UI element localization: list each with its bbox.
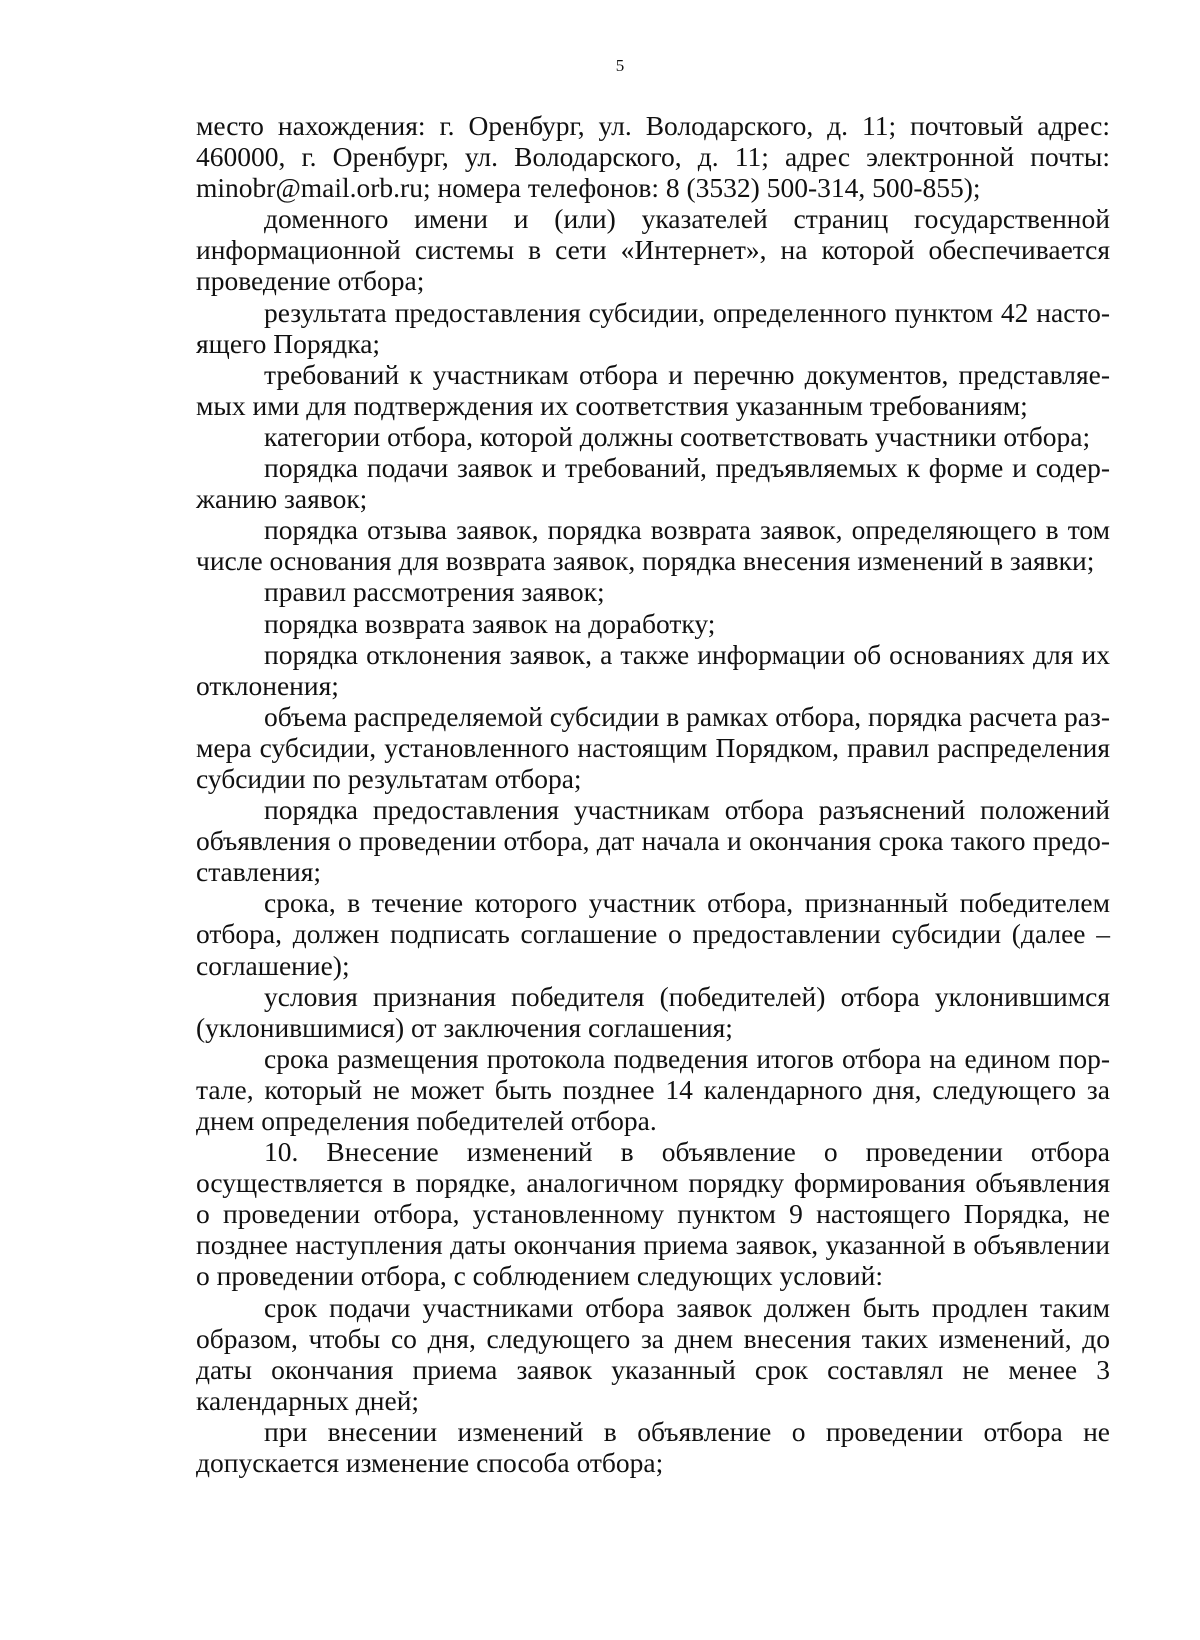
paragraph: место нахождения: г. Оренбург, ул. Володарского, д. 11; почтовый адрес: 460000, г. Оренбург, ул. Володарского, д. 11; адрес электронной почты: minobr@mail.orb.ru; номера телефонов: 8 (3532) 500-314, 500-855); bbox=[196, 110, 1110, 204]
paragraph: правил рассмотрения заявок; bbox=[264, 576, 605, 608]
paragraph: порядка отзыва заявок, порядка возврата заявок, определяющего в том числе основания для возврата заявок, порядка внесения изменений в заявки; bbox=[196, 514, 1110, 577]
paragraph: объема распределяемой субсидии в рамках отбора, порядка расчета размера субсидии, установленного настоящим Порядком, правил распределения субсидии по результатам отбора; bbox=[196, 700, 1111, 794]
paragraph: условия признания победителя (победителей) отбора уклонившимся (уклонившимися) от заключения соглашения; bbox=[196, 980, 1110, 1043]
paragraph: при внесении изменений в объявление о проведении отбора не допускается изменение способа отбора; bbox=[196, 1415, 1110, 1479]
paragraph: срока размещения протокола подведения итогов отбора на едином портале, который не может быть позднее 14 календарного дня, следующего за днем определения победителей отбора. bbox=[196, 1042, 1110, 1136]
paragraph: категории отбора, которой должны соответствовать участники отбора; bbox=[264, 420, 1091, 452]
paragraph: порядка возврата заявок на доработку; bbox=[264, 607, 716, 639]
paragraph: 10. Внесение изменений в объявление о проведении отбора осуществляется в порядке, аналогичном порядку формирования объявления о проведении отбора, установленному пунктом 9 настоящего Порядка, не позднее наступления даты окончания приема заявок, указанной в объявлении о проведении отбора, с соблюдением следующих условий: bbox=[196, 1136, 1110, 1292]
paragraph: порядка отклонения заявок, а также информации об основаниях для их отклонения; bbox=[196, 638, 1110, 701]
paragraph: результата предоставления субсидии, определенного пунктом 42 настоящего Порядка; bbox=[196, 296, 1110, 359]
document-body bbox=[196, 110, 1110, 1478]
paragraph: требований к участникам отбора и перечню документов, представляемых ими для подтверждения их соответствия указанным требованиям; bbox=[196, 358, 1110, 421]
paragraph: доменного имени и (или) указателей страниц государственной информационной системы в сети «Интернет», на которой обеспечивается проведение отбора; bbox=[196, 203, 1110, 297]
page-number: 5 bbox=[615, 56, 625, 75]
paragraph: порядка подачи заявок и требований, предъявляемых к форме и содержанию заявок; bbox=[196, 452, 1110, 515]
paragraph: срок подачи участниками отбора заявок должен быть продлен таким образом, чтобы со дня, следующего за днем внесения таких изменений, до даты окончания приема заявок указанный срок составлял не менее 3 календарных дней; bbox=[196, 1291, 1110, 1416]
paragraph: срока, в течение которого участник отбора, признанный победителем отбора, должен подписать соглашение о предоставлении субсидии (далее – соглашение); bbox=[196, 887, 1110, 981]
paragraph: порядка предоставления участникам отбора разъяснений положений объявления о проведении отбора, дат начала и окончания срока такого предоставления; bbox=[196, 794, 1110, 888]
